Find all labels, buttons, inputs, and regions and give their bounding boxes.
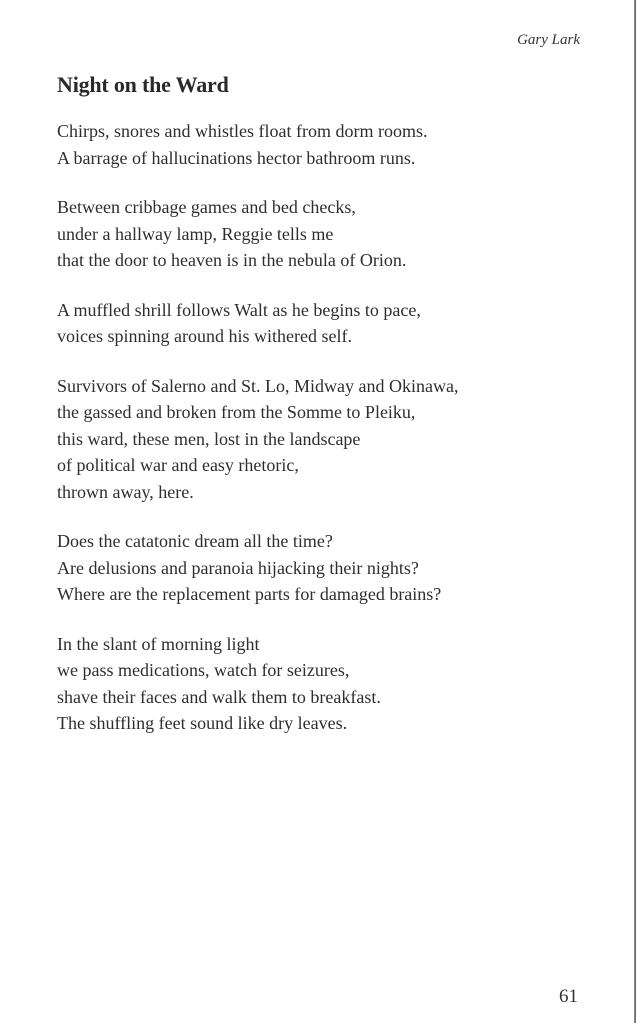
poem-line: In the slant of morning light [57,633,260,654]
poem-line: The shuffling feet sound like dry leaves. [57,713,348,733]
poem-line: under a hallway lamp, Reggie tells me [57,223,334,244]
poem-line: Between cribbage games and bed checks, [57,197,356,217]
poem-line: thrown away, here. [57,481,194,502]
poem-line: Chirps, snores and whistles float from dorm rooms. [57,121,428,141]
poem-line: of political war and easy rhetoric, [57,455,299,475]
stanza [57,373,557,506]
poem-title: Night on the Ward [57,72,229,97]
poem-line: that the door to heaven is in the nebula of Orion. [57,250,407,270]
stanza [57,194,557,274]
stanza [57,118,557,171]
page-number: 61 [559,986,578,1007]
stanza [57,631,557,737]
poem-line: the gassed and broken from the Somme to Pleiku, [57,402,416,422]
poem-line: Where are the replacement parts for damaged brains? [57,584,442,604]
poem-line: Are delusions and paranoia hijacking their nights? [57,557,419,578]
stanza [57,297,557,350]
poem-line: shave their faces and walk them to breakfast. [57,686,381,707]
poem-body [57,118,557,760]
page-edge [634,0,636,1023]
running-head-author: Gary Lark [517,32,580,48]
poem-line: Survivors of Salerno and St. Lo, Midway and Okinawa, [57,375,459,396]
poem-line: this ward, these men, lost in the landscape [57,428,361,449]
poem-line: we pass medications, watch for seizures, [57,660,350,680]
poem-line: Does the catatonic dream all the time? [57,531,333,551]
poem-line: A barrage of hallucinations hector bathroom runs. [57,147,416,168]
poem-line: voices spinning around his withered self. [57,326,352,346]
poem-line: A muffled shrill follows Walt as he begins to pace, [57,299,421,320]
stanza [57,528,557,608]
